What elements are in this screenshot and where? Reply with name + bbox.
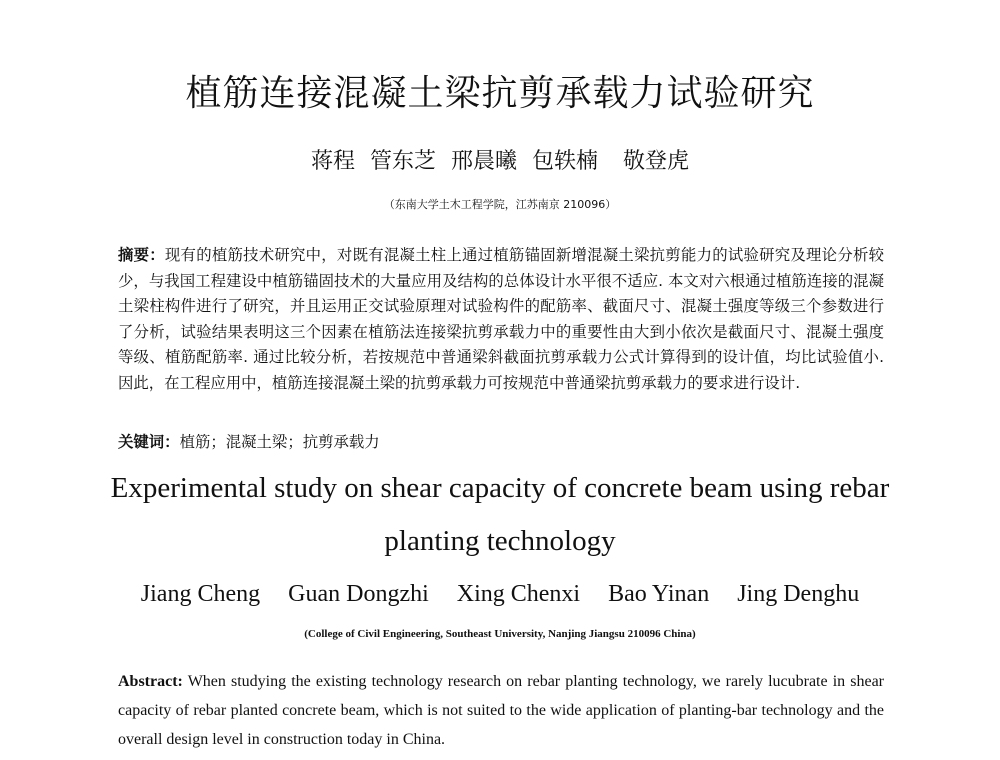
chinese-keywords: [118, 430, 884, 455]
chinese-author: 管东芝: [369, 149, 436, 174]
chinese-authors: [0, 147, 1000, 177]
chinese-abstract: [118, 243, 884, 397]
chinese-author: 包轶楠: [532, 149, 599, 174]
english-author: Jiang Cheng: [140, 581, 261, 607]
english-abstract-text: When studying the existing technology research on rebar planting technology, we rarely lucubrate in shear capacity of rebar planted concrete beam, which is not suited to the wide application of planting-bar technology and the overall design level in construction today in China.: [118, 673, 884, 748]
chinese-author: 邢晨曦: [450, 149, 517, 174]
english-author: Xing Chenxi: [456, 581, 581, 607]
english-title: Experimental study on shear capacity of concrete beam using rebar planting technology: [110, 472, 890, 557]
chinese-affiliation: （东南大学土木工程学院，江苏南京 210096）: [383, 198, 617, 211]
english-author: Jing Denghu: [737, 581, 860, 607]
english-author: Guan Dongzhi: [288, 581, 429, 607]
english-author: Bao Yinan: [608, 581, 710, 607]
english-authors: [0, 578, 1000, 610]
chinese-abstract-text: 现有的植筋技术研究中，对既有混凝土柱上通过植筋锚固新增混凝土梁抗剪能力的试验研究及理论分析较少，与我国工程建设中植筋锚固技术的大量应用及结构的总体设计水平很不适应. 本文对六根通过植筋连接的混凝土梁柱构件进行了研究，并且运用正交试验原理对试验构件的配筋率、截面尺寸、混凝土强度等级三个参数进行了分析，试验结果表明这三个因素在植筋法连接梁抗剪承载力中的重要性由大到小依次是截面尺寸、混凝土强度等级、植筋配筋率. 通过比较分析，若按规范中普通梁斜截面抗剪承载力公式计算得到的设计值，均比试验值小. 因此，在工程应用中，植筋连接混凝土梁的抗剪承载力可按规范中普通梁抗剪承载力的要求进行设计.: [118, 246, 884, 392]
english-affiliation: (College of Civil Engineering, Southeast University, Nanjing Jiangsu 210096 China): [304, 628, 696, 640]
chinese-abstract-label: 摘要：: [118, 246, 165, 264]
english-abstract: [118, 667, 884, 754]
chinese-title: 植筋连接混凝土梁抗剪承载力试验研究: [185, 73, 815, 114]
chinese-keywords-text: 植筋；混凝土梁；抗剪承载力: [179, 433, 380, 451]
chinese-author: 蒋程: [310, 149, 355, 174]
chinese-keywords-label: 关键词：: [118, 433, 180, 451]
english-abstract-label: Abstract:: [118, 673, 183, 690]
chinese-author: 敬登虎: [623, 149, 690, 174]
